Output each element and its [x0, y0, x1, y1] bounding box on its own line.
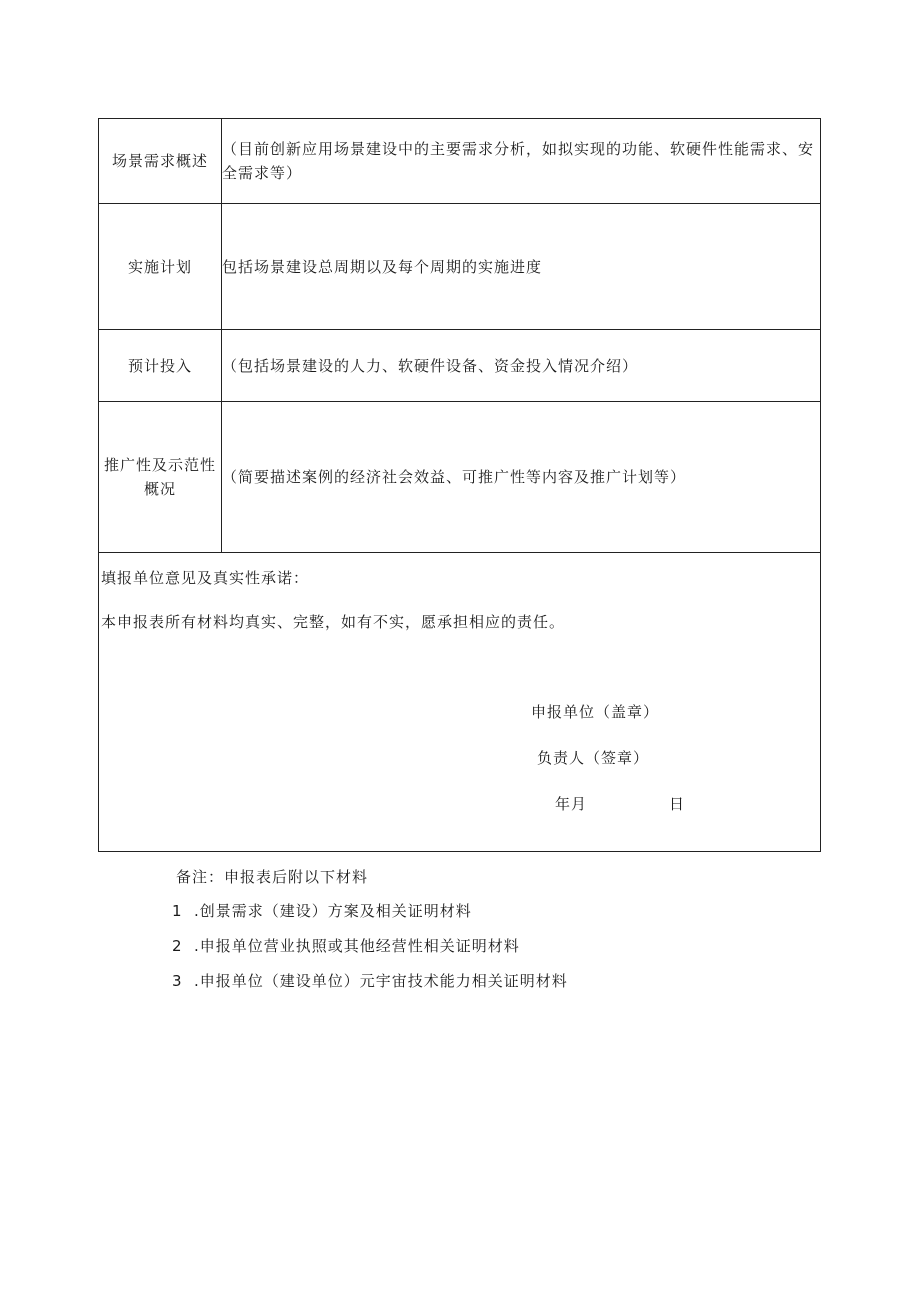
unit-seal-line: 申报单位（盖章） — [531, 703, 660, 721]
row-label-line: 概况 — [143, 480, 176, 498]
row-content: （目前创新应用场景建设中的主要需求分析，如拟实现的功能、软硬件性能需求、安全需求等） — [222, 119, 821, 204]
note-number: 2 — [172, 937, 183, 955]
row-content: （简要描述案例的经济社会效益、可推广性等内容及推广计划等） — [222, 402, 821, 553]
date-year-month: 年月 — [555, 795, 588, 813]
row-label-line: 推广性及示范性 — [103, 456, 216, 474]
declaration-promise: 本申报表所有材料均真实、完整，如有不实，愿承担相应的责任。 — [101, 613, 566, 631]
note-item — [172, 900, 472, 921]
row-label: 场景需求概述 — [99, 119, 222, 204]
table-row — [99, 119, 821, 204]
table-row — [99, 402, 821, 553]
row-label: 实施计划 — [99, 204, 222, 330]
row-label — [99, 402, 222, 553]
person-sign-line: 负责人（签章） — [537, 749, 650, 767]
table-row — [99, 204, 821, 330]
declaration-block — [99, 553, 820, 851]
note-item — [172, 970, 568, 991]
note-item — [172, 935, 520, 956]
row-content: （包括场景建设的人力、软硬件设备、资金投入情况介绍） — [222, 330, 821, 402]
note-number: 3 — [172, 972, 183, 990]
notes-heading: 备注：申报表后附以下材料 — [176, 868, 369, 886]
date-day: 日 — [669, 795, 686, 813]
row-content: 包括场景建设总周期以及每个周期的实施进度 — [222, 204, 821, 330]
note-text: .创景需求（建设）方案及相关证明材料 — [194, 902, 472, 920]
row-label: 预计投入 — [99, 330, 222, 402]
table-row — [99, 330, 821, 402]
note-text: .申报单位（建设单位）元宇宙技术能力相关证明材料 — [194, 972, 568, 990]
declaration-row — [99, 553, 821, 852]
declaration-heading: 填报单位意见及真实性承诺： — [101, 569, 310, 587]
application-form-table — [98, 118, 821, 852]
note-number: 1 — [172, 902, 183, 920]
declaration-cell — [99, 553, 821, 852]
note-text: .申报单位营业执照或其他经营性相关证明材料 — [194, 937, 520, 955]
